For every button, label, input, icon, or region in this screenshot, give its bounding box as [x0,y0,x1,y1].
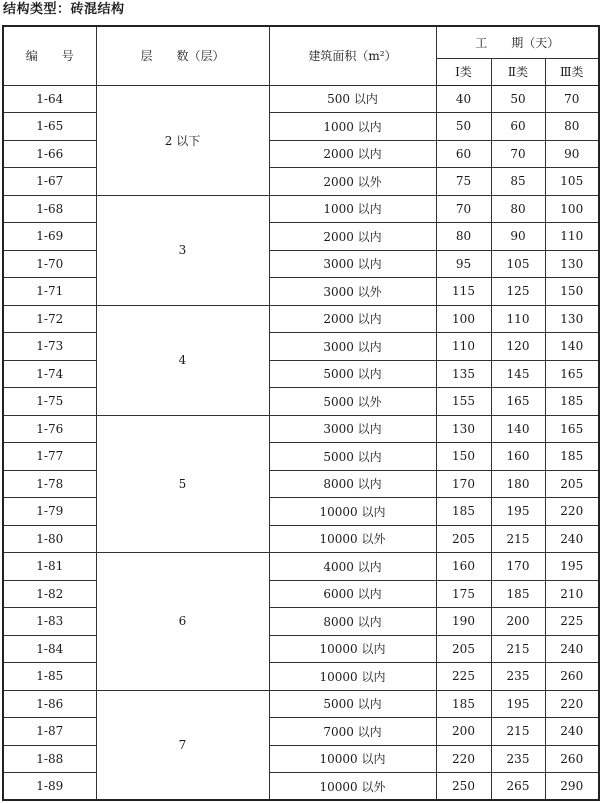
class3-days-cell: 130 [545,250,599,278]
area-cell: 1000 以内 [269,113,436,141]
header-row-1 [3,26,599,58]
class2-days-cell: 50 [491,85,545,113]
area-cell: 3000 以外 [269,278,436,306]
table-row [3,470,599,498]
table-row [3,85,599,113]
area-cell: 5000 以外 [269,388,436,416]
class3-days-cell: 110 [545,223,599,251]
code-cell: 1-77 [3,443,96,471]
code-cell: 1-87 [3,718,96,746]
class2-days-cell: 235 [491,745,545,773]
code-cell: 1-82 [3,580,96,608]
area-cell: 6000 以内 [269,580,436,608]
class3-days-cell: 240 [545,525,599,553]
class2-days-cell: 105 [491,250,545,278]
code-cell: 1-72 [3,305,96,333]
class3-days-cell: 185 [545,388,599,416]
table-row [3,305,599,333]
class3-days-cell: 240 [545,635,599,663]
area-cell: 10000 以内 [269,745,436,773]
area-cell: 3000 以内 [269,415,436,443]
class2-days-cell: 85 [491,168,545,196]
code-cell: 1-67 [3,168,96,196]
class3-days-cell: 100 [545,195,599,223]
class1-days-cell: 110 [436,333,491,361]
class2-header: Ⅱ类 [491,58,545,85]
class1-header: Ⅰ类 [436,58,491,85]
table-row [3,553,599,581]
class3-days-cell: 185 [545,443,599,471]
table-row [3,745,599,773]
class2-days-cell: 215 [491,525,545,553]
class3-days-cell: 130 [545,305,599,333]
table-row [3,140,599,168]
table-row [3,223,599,251]
class3-days-cell: 195 [545,553,599,581]
code-cell: 1-83 [3,608,96,636]
area-cell: 500 以内 [269,85,436,113]
table-row [3,333,599,361]
table-row [3,443,599,471]
class2-days-cell: 125 [491,278,545,306]
class2-days-cell: 235 [491,663,545,691]
table-row [3,388,599,416]
area-cell: 2000 以内 [269,223,436,251]
table-row [3,580,599,608]
class1-days-cell: 225 [436,663,491,691]
code-cell: 1-68 [3,195,96,223]
class2-days-cell: 140 [491,415,545,443]
class3-days-cell: 165 [545,415,599,443]
class2-days-cell: 180 [491,470,545,498]
class1-days-cell: 175 [436,580,491,608]
class2-days-cell: 185 [491,580,545,608]
class1-days-cell: 40 [436,85,491,113]
code-cell: 1-76 [3,415,96,443]
code-cell: 1-79 [3,498,96,526]
class1-days-cell: 80 [436,223,491,251]
area-cell: 8000 以内 [269,470,436,498]
class3-days-cell: 140 [545,333,599,361]
area-cell: 2000 以内 [269,140,436,168]
area-cell: 10000 以外 [269,773,436,801]
table-row [3,113,599,141]
table-row [3,663,599,691]
class1-days-cell: 185 [436,690,491,718]
table-row [3,608,599,636]
floors-cell: 5 [96,415,269,553]
area-cell: 10000 以外 [269,525,436,553]
class2-days-cell: 80 [491,195,545,223]
class2-days-cell: 170 [491,553,545,581]
table-row [3,195,599,223]
code-cell: 1-88 [3,745,96,773]
area-cell: 2000 以内 [269,305,436,333]
table-row [3,525,599,553]
code-cell: 1-86 [3,690,96,718]
class2-days-cell: 265 [491,773,545,801]
class3-days-cell: 90 [545,140,599,168]
table-row [3,773,599,801]
table-row [3,250,599,278]
class2-days-cell: 165 [491,388,545,416]
area-cell: 5000 以内 [269,360,436,388]
class1-days-cell: 160 [436,553,491,581]
area-cell: 4000 以内 [269,553,436,581]
table-row [3,498,599,526]
code-cell: 1-64 [3,85,96,113]
class1-days-cell: 185 [436,498,491,526]
class3-days-cell: 80 [545,113,599,141]
class1-days-cell: 50 [436,113,491,141]
class1-days-cell: 190 [436,608,491,636]
code-cell: 1-85 [3,663,96,691]
table-row [3,635,599,663]
class1-days-cell: 100 [436,305,491,333]
class2-days-cell: 160 [491,443,545,471]
code-cell: 1-73 [3,333,96,361]
construction-period-table [2,25,600,801]
code-cell: 1-80 [3,525,96,553]
class3-days-cell: 290 [545,773,599,801]
class2-days-cell: 145 [491,360,545,388]
class2-days-cell: 70 [491,140,545,168]
class3-days-cell: 260 [545,745,599,773]
class1-days-cell: 70 [436,195,491,223]
code-cell: 1-69 [3,223,96,251]
class2-days-cell: 195 [491,498,545,526]
floors-header: 层 数（层） [96,26,269,85]
floors-cell: 4 [96,305,269,415]
floors-cell: 3 [96,195,269,305]
area-cell: 7000 以内 [269,718,436,746]
code-cell: 1-78 [3,470,96,498]
table-row [3,718,599,746]
class3-days-cell: 225 [545,608,599,636]
class1-days-cell: 115 [436,278,491,306]
area-cell: 8000 以内 [269,608,436,636]
class3-days-cell: 240 [545,718,599,746]
code-cell: 1-81 [3,553,96,581]
table-body [3,85,599,800]
class2-days-cell: 215 [491,635,545,663]
duration-header: 工 期（天） [436,26,599,58]
class1-days-cell: 130 [436,415,491,443]
area-cell: 5000 以内 [269,690,436,718]
class3-days-cell: 205 [545,470,599,498]
class3-days-cell: 150 [545,278,599,306]
area-header: 建筑面积（m²） [269,26,436,85]
class1-days-cell: 60 [436,140,491,168]
table-row [3,415,599,443]
code-cell: 1-71 [3,278,96,306]
class3-days-cell: 105 [545,168,599,196]
code-cell: 1-74 [3,360,96,388]
code-cell: 1-75 [3,388,96,416]
class2-days-cell: 120 [491,333,545,361]
class2-days-cell: 215 [491,718,545,746]
class3-days-cell: 220 [545,690,599,718]
area-cell: 3000 以内 [269,250,436,278]
area-cell: 1000 以内 [269,195,436,223]
class1-days-cell: 150 [436,443,491,471]
code-cell: 1-84 [3,635,96,663]
table-row [3,360,599,388]
code-header: 编 号 [3,26,96,85]
class1-days-cell: 200 [436,718,491,746]
class1-days-cell: 135 [436,360,491,388]
class2-days-cell: 110 [491,305,545,333]
code-cell: 1-89 [3,773,96,801]
class1-days-cell: 75 [436,168,491,196]
code-cell: 1-65 [3,113,96,141]
class3-header: Ⅲ类 [545,58,599,85]
class1-days-cell: 205 [436,525,491,553]
floors-cell: 2 以下 [96,85,269,195]
floors-cell: 6 [96,553,269,691]
area-cell: 5000 以内 [269,443,436,471]
class1-days-cell: 250 [436,773,491,801]
class2-days-cell: 200 [491,608,545,636]
table-header [3,26,599,85]
floors-cell: 7 [96,690,269,800]
table-row [3,168,599,196]
code-cell: 1-70 [3,250,96,278]
class1-days-cell: 170 [436,470,491,498]
structure-type-caption: 结构类型：砖混结构 [3,2,125,17]
class2-days-cell: 90 [491,223,545,251]
area-cell: 10000 以内 [269,635,436,663]
class1-days-cell: 205 [436,635,491,663]
area-cell: 10000 以内 [269,663,436,691]
class3-days-cell: 70 [545,85,599,113]
table-row [3,278,599,306]
code-cell: 1-66 [3,140,96,168]
class2-days-cell: 60 [491,113,545,141]
class2-days-cell: 195 [491,690,545,718]
class1-days-cell: 95 [436,250,491,278]
class3-days-cell: 165 [545,360,599,388]
table-row [3,690,599,718]
class1-days-cell: 155 [436,388,491,416]
area-cell: 2000 以外 [269,168,436,196]
class3-days-cell: 260 [545,663,599,691]
area-cell: 10000 以内 [269,498,436,526]
class3-days-cell: 210 [545,580,599,608]
area-cell: 3000 以内 [269,333,436,361]
class1-days-cell: 220 [436,745,491,773]
class3-days-cell: 220 [545,498,599,526]
